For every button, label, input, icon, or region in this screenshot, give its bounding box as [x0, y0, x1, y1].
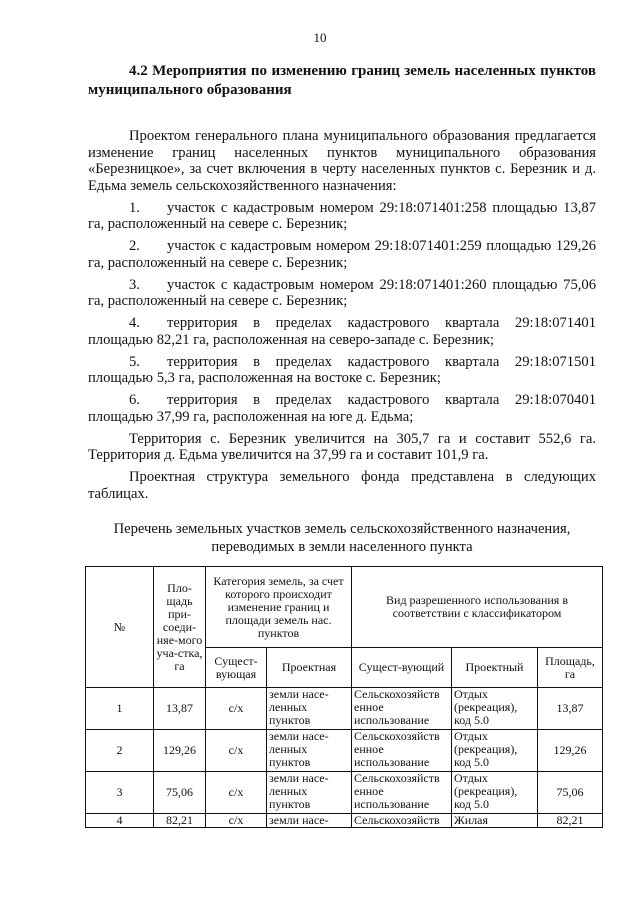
- list-item-number: 2.: [129, 238, 140, 254]
- cell-use-project: Отдых (рекреация), код 5.0: [452, 730, 538, 772]
- list-item-text: территория в пределах кадастрового квартала 29:18:071401 площадью 82,21 га, расположенная на северо-западе с. Березник;: [88, 315, 596, 348]
- cell-use-existing: Сельскохозяйств енное использование: [352, 688, 452, 730]
- list-item-number: 3.: [129, 276, 140, 293]
- header-category-existing: Сущест-вующая: [206, 648, 267, 688]
- cell-category-existing: с/х: [206, 688, 267, 730]
- table-row: [86, 814, 603, 828]
- list-item: [88, 238, 596, 271]
- cell-use-project: Жилая: [452, 814, 538, 828]
- list-item-number: 4.: [129, 315, 140, 331]
- cell-category-existing: с/х: [206, 730, 267, 772]
- list-item-text: участок с кадастровым номером 29:18:071401:258 площадью 13,87 га, расположенный на севере с. Березник;: [88, 199, 596, 232]
- land-plots-table: [85, 566, 603, 828]
- cell-category-project: земли насе-ленных пунктов: [267, 730, 352, 772]
- cell-area: 75,06: [154, 772, 206, 814]
- cell-category-project: земли насе-ленных пунктов: [267, 772, 352, 814]
- table-caption: Перечень земельных участков земель сельскохозяйственного назначения, переводимых в земли населенного пункта: [113, 521, 571, 555]
- cell-number: 3: [86, 772, 154, 814]
- list-item: [88, 392, 596, 425]
- cell-use-existing: Сельскохозяйств: [352, 814, 452, 828]
- cell-area: 13,87: [154, 688, 206, 730]
- cell-category-project: земли насе-ленных пунктов: [267, 688, 352, 730]
- header-number: №: [86, 567, 154, 688]
- header-use-project: Проектный: [452, 648, 538, 688]
- cell-number: 1: [86, 688, 154, 730]
- header-use-area: Площадь, га: [538, 648, 603, 688]
- cell-use-area: 13,87: [538, 688, 603, 730]
- cell-use-area: 129,26: [538, 730, 603, 772]
- structure-note: Проектная структура земельного фонда представлена в следующих таблицах.: [88, 469, 596, 502]
- intro-paragraph: Проектом генерального плана муниципального образования предлагается изменение границ населенных пунктов муниципального образования «Березницкое», за счет включения в черту населенных пунктов с. Березник и д. Едьма земель сельскохозяйственного назначения:: [88, 128, 596, 194]
- cell-use-project: Отдых (рекреация), код 5.0: [452, 772, 538, 814]
- cell-use-area: 82,21: [538, 814, 603, 828]
- header-permitted-use: Вид разрешенного использования в соответствии с классификатором: [352, 567, 603, 648]
- cell-use-area: 75,06: [538, 772, 603, 814]
- list-item-number: 1.: [129, 199, 140, 216]
- list-item-text: участок с кадастровым номером 29:18:071401:260 площадью 75,06 га, расположенный на севере с. Березник;: [88, 276, 596, 309]
- header-category-project: Проектная: [267, 648, 352, 688]
- list-item-text: территория в пределах кадастрового квартала 29:18:071501 площадью 5,3 га, расположенная на востоке с. Березник;: [88, 353, 596, 386]
- land-table-wrapper: [85, 566, 603, 828]
- page-number: 10: [313, 30, 327, 45]
- summary-paragraph: Территория с. Березник увеличится на 305,7 га и составит 552,6 га. Территория д. Едьма увеличится на 37,99 га и составит 101,9 га.: [88, 430, 596, 463]
- list-item: [88, 200, 596, 233]
- cell-use-existing: Сельскохозяйств енное использование: [352, 730, 452, 772]
- section-heading: 4.2 Мероприятия по изменению границ земель населенных пунктов муниципального образования: [88, 63, 596, 98]
- cell-category-existing: с/х: [206, 814, 267, 828]
- table-row: [86, 688, 603, 730]
- cell-number: 4: [86, 814, 154, 828]
- cell-category-existing: с/х: [206, 772, 267, 814]
- cell-area: 82,21: [154, 814, 206, 828]
- list-item-text: участок с кадастровым номером 29:18:071401:259 площадью 129,26 га, расположенный на севере с. Березник;: [88, 238, 596, 271]
- list-item: [88, 277, 596, 310]
- table-header-row: [86, 567, 603, 648]
- table-row: [86, 730, 603, 772]
- cell-category-project: земли насе-: [267, 814, 352, 828]
- header-area: Пло-щадь при-соеди-няе-мого уча-стка, га: [154, 567, 206, 688]
- cell-use-project: Отдых (рекреация), код 5.0: [452, 688, 538, 730]
- table-row: [86, 772, 603, 814]
- header-use-existing: Сущест-вующий: [352, 648, 452, 688]
- list-item-text: территория в пределах кадастрового квартала 29:18:070401 площадью 37,99 га, расположенная на юге д. Едьма;: [88, 392, 596, 425]
- cell-area: 129,26: [154, 730, 206, 772]
- cell-number: 2: [86, 730, 154, 772]
- header-category: Категория земель, за счет которого происходит изменение границ и площади земель нас. пунктов: [206, 567, 352, 648]
- list-item-number: 5.: [129, 353, 140, 370]
- document-body: [88, 62, 596, 556]
- list-item: [88, 354, 596, 387]
- list-item: [88, 315, 596, 348]
- list-item-number: 6.: [129, 392, 140, 408]
- cell-use-existing: Сельскохозяйств енное использование: [352, 772, 452, 814]
